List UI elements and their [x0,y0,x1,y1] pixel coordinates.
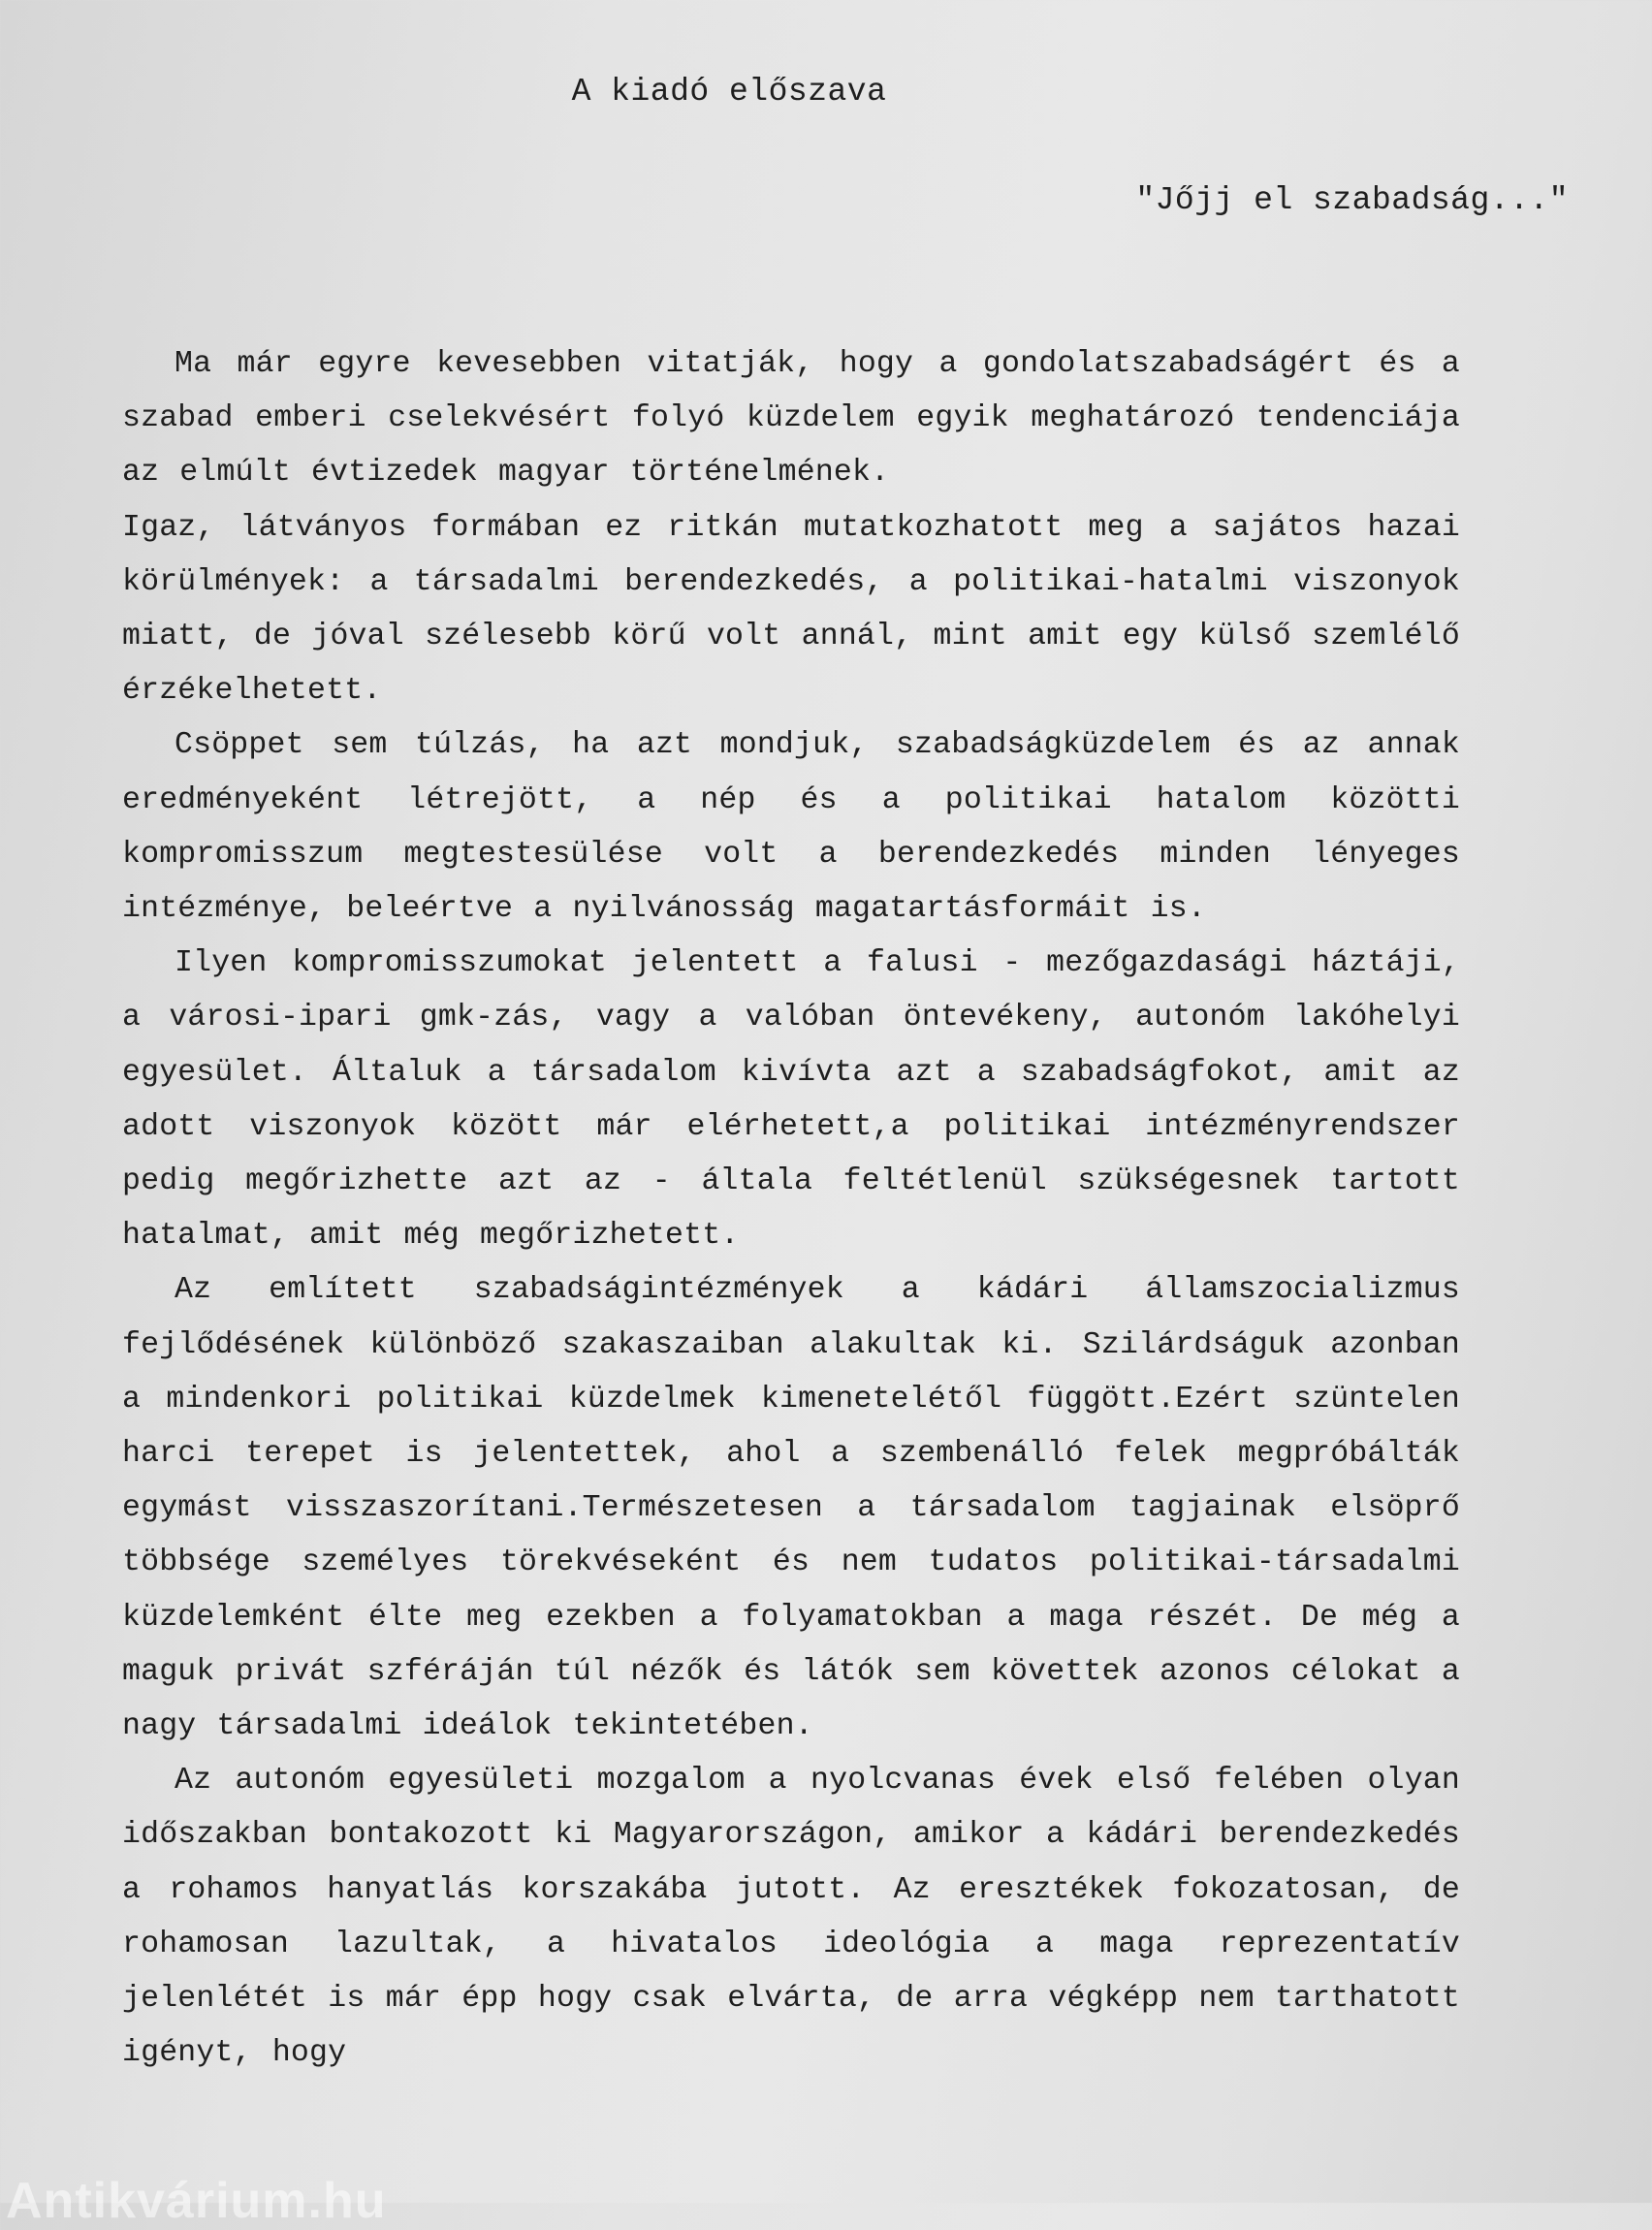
paragraph-5: Az említett szabadságintézmények a kádári államszocializmus fejlődésének különböző szakaszaiban alakultak ki. Szilárdságuk azonban a mindenkori politikai küzdelmek kimenetelétől függött.Ezért szüntelen harci terepet is jelentettek, ahol a szembenálló felek megpróbálták egymást visszaszorítani.Természetesen a társadalom tagjainak elsöprő többsége személyes törekvéseként és nem tudatos politikai-társadalmi küzdelemként élte meg ezekben a folyamatokban a maga részét. De még a maguk privát szféráján túl nézők és látók sem követtek azonos célokat a nagy társadalmi ideálok tekintetében. [122,1273,1460,1744]
paragraph-2: Igaz, látványos formában ez ritkán mutatkozhatott meg a sajátos hazai körülmények: a társadalmi berendezkedés, a politikai-hatalmi viszonyok miatt, de jóval szélesebb körű volt annál, mint amit egy külső szemlélő érzékelhetett. [122,510,1460,709]
body-text [122,337,1460,2082]
motto-quote: "Jőjj el szabadság..." [1135,182,1569,218]
paragraph-4: Ilyen kompromisszumokat jelentett a falusi - mezőgazdasági háztáji, a városi-ipari gmk-zás, vagy a valóban öntevékeny, autonóm lakóhelyi egyesület. Általuk a társadalom kivívta azt a szabadságfokot, amit az adott viszonyok között már elérhetett,a politikai intézményrendszer pedig megőrizhette azt az - általa feltétlenül szükségesnek tartott hatalmat, amit még megőrizhetett. [122,946,1460,1254]
paragraph-6: Az autonóm egyesületi mozgalom a nyolcvanas évek első felében olyan időszakban bontakozott ki Magyarországon, amikor a kádári berendezkedés a rohamos hanyatlás korszakába jutott. Az eresztékek fokozatosan, de rohamosan lazultak, a hivatalos ideológia a maga reprezentatív jelenlétét is már épp hogy csak elvárta, de arra végképp nem tarthatott igényt, hogy [122,1764,1460,2071]
page-title: A kiadó előszava [571,74,887,110]
watermark: Antikvárium.hu [6,2173,387,2229]
paragraph-1: Ma már egyre kevesebben vitatják, hogy a gondolatszabadságért és a szabad emberi cselekvésért folyó küzdelem egyik meghatározó tendenciája az elmúlt évtizedek magyar történelmének. [122,347,1460,491]
paragraph-3: Csöppet sem túlzás, ha azt mondjuk, szabadságküzdelem és az annak eredményeként létrejött, a nép és a politikai hatalom közötti kompromisszum megtestesülése volt a berendezkedés minden lényeges intézménye, beleértve a nyilvánosság magatartásformáit is. [122,728,1460,927]
